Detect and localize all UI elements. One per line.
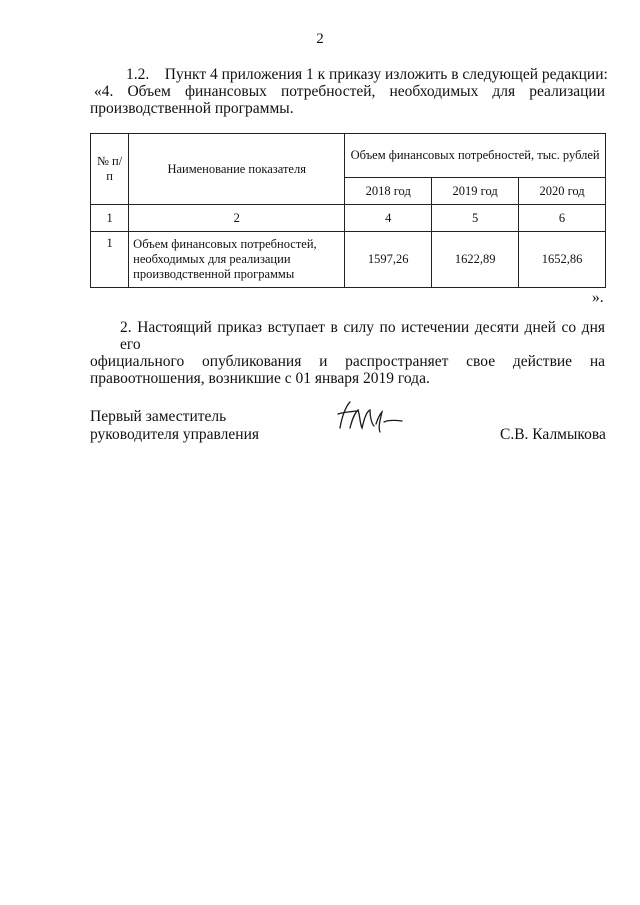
- header-name: Наименование показателя: [129, 134, 345, 205]
- index-cell: 5: [432, 205, 519, 232]
- handwritten-signature: [330, 398, 410, 436]
- header-year-2018: 2018 год: [345, 178, 432, 205]
- amendment-line-2: «4. Объем финансовых потребностей, необходимых для реализации: [94, 83, 605, 100]
- closing-quote: ».: [592, 289, 604, 306]
- signer-position: [90, 408, 259, 444]
- row-value-2018: 1597,26: [345, 232, 432, 288]
- row-name: Объем финансовых потребностей, необходимых для реализации производственной программы: [129, 232, 345, 288]
- row-value-2020: 1652,86: [519, 232, 606, 288]
- effective-line-3: правоотношения, возникшие с 01 января 2019 года.: [90, 370, 430, 387]
- page-number: 2: [316, 31, 324, 47]
- amendment-line-3: производственной программы.: [90, 100, 294, 117]
- signer-position-line-2: руководителя управления: [90, 426, 260, 443]
- signer-name: С.В. Калмыкова: [500, 426, 606, 443]
- header-year-2019: 2019 год: [432, 178, 519, 205]
- header-num: № п/п: [91, 134, 129, 205]
- index-cell: 4: [345, 205, 432, 232]
- amendment-line-1: 1.2. Пункт 4 приложения 1 к приказу изложить в следующей редакции:: [126, 66, 608, 83]
- row-num: 1: [91, 232, 129, 288]
- effective-line-2: официального опубликования и распространяет свое действие на: [90, 353, 605, 370]
- financial-needs-table: [90, 133, 606, 288]
- index-cell: 1: [91, 205, 129, 232]
- effective-date-paragraph: [90, 319, 605, 387]
- table-row: [91, 232, 606, 288]
- signer-position-line-1: Первый заместитель: [90, 408, 227, 425]
- header-year-2020: 2020 год: [519, 178, 606, 205]
- table-index-row: [91, 205, 606, 232]
- effective-line-1: 2. Настоящий приказ вступает в силу по истечении десяти дней со дня его: [120, 319, 605, 353]
- amendment-paragraph: [90, 66, 608, 117]
- row-value-2019: 1622,89: [432, 232, 519, 288]
- header-volume: Объем финансовых потребностей, тыс. рублей: [345, 134, 606, 178]
- index-cell: 2: [129, 205, 345, 232]
- index-cell: 6: [519, 205, 606, 232]
